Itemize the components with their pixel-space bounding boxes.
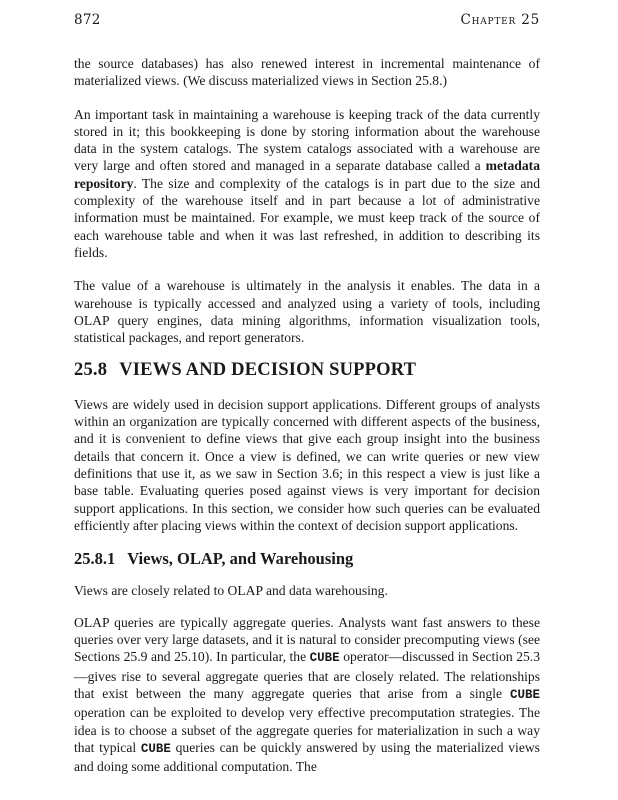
paragraph-olap-queries	[74, 614, 540, 776]
subsection-title: Views, OLAP, and Warehousing	[127, 549, 354, 569]
paragraph-continued: the source databases) has also renewed interest in incremental maintenance of materialized views. (We discuss materialized views in Section 25.8.)	[74, 56, 540, 89]
code-cube: CUBE	[309, 651, 340, 666]
paragraph-text: operation can be exploited to develop very effective precomputation strategies. The idea is to choose a subset of the aggregate queries for materialization in such a way that typical	[74, 705, 540, 755]
section-number: 25.8	[74, 360, 108, 381]
running-header	[74, 12, 540, 28]
page-number: 872	[74, 12, 101, 28]
section-title: VIEWS AND DECISION SUPPORT	[119, 360, 417, 381]
paragraph-text: An important task in maintaining a warehouse is keeping track of the data currently stored in it; this bookkeeping is done by storing information about the warehouse data in the system catalogs. The system catalogs associated with a warehouse are very large and often stored and managed in a separate database called a	[74, 106, 540, 174]
paragraph-text: . The size and complexity of the catalogs is in part due to the size and complexity of the warehouse itself and in part because a lot of administrative information must be maintained. For example, we must keep track of the source of each warehouse table and when it was last refreshed, in addition to describing its fields.	[74, 175, 540, 260]
paragraph-warehouse-value: The value of a warehouse is ultimately in the analysis it enables. The data in a warehouse is typically accessed and analyzed using a variety of tools, including OLAP query engines, data mining algorithms, information visualization tools, statistical packages, and report generators.	[74, 278, 540, 346]
paragraph-metadata	[74, 106, 540, 262]
paragraph-views-olap: Views are closely related to OLAP and data warehousing.	[74, 583, 388, 599]
code-cube: CUBE	[140, 741, 171, 756]
paragraph-text: queries can be quickly answered by using the materialized views and doing some additional computation. The	[74, 739, 540, 775]
code-cube: CUBE	[509, 687, 540, 702]
paragraph-views-intro: Views are widely used in decision support applications. Different groups of analysts within an organization are typically concerned with different aspects of the business, and it is convenient to define views that give each group insight into the business details that concern it. Once a view is defined, we can write queries or new view definitions that use it, as we saw in Section 3.6; in this respect a view is just like a base table. Evaluating queries posed against views is very important for decision support applications. In this section, we consider how such queries can be evaluated efficiently after placing views within the context of decision support applications.	[74, 396, 540, 533]
subsection-heading	[74, 550, 540, 567]
chapter-label: Chapter 25	[460, 12, 540, 28]
page-body	[74, 55, 540, 791]
term-metadata-repository: metadata repository	[74, 158, 540, 191]
section-heading	[74, 362, 540, 379]
paragraph-text: operator—discussed in Section 25.3—gives rise to several aggregate queries that are closely related. The relationships that exist between the many aggregate queries that arise from a single	[74, 649, 540, 701]
paragraph-text: OLAP queries are typically aggregate queries. Analysts want fast answers to these queries over very large datasets, and it is natural to consider precomputing views (see Sections 25.9 and 25.10). In particular, the	[74, 614, 540, 665]
subsection-number: 25.8.1	[74, 549, 116, 569]
